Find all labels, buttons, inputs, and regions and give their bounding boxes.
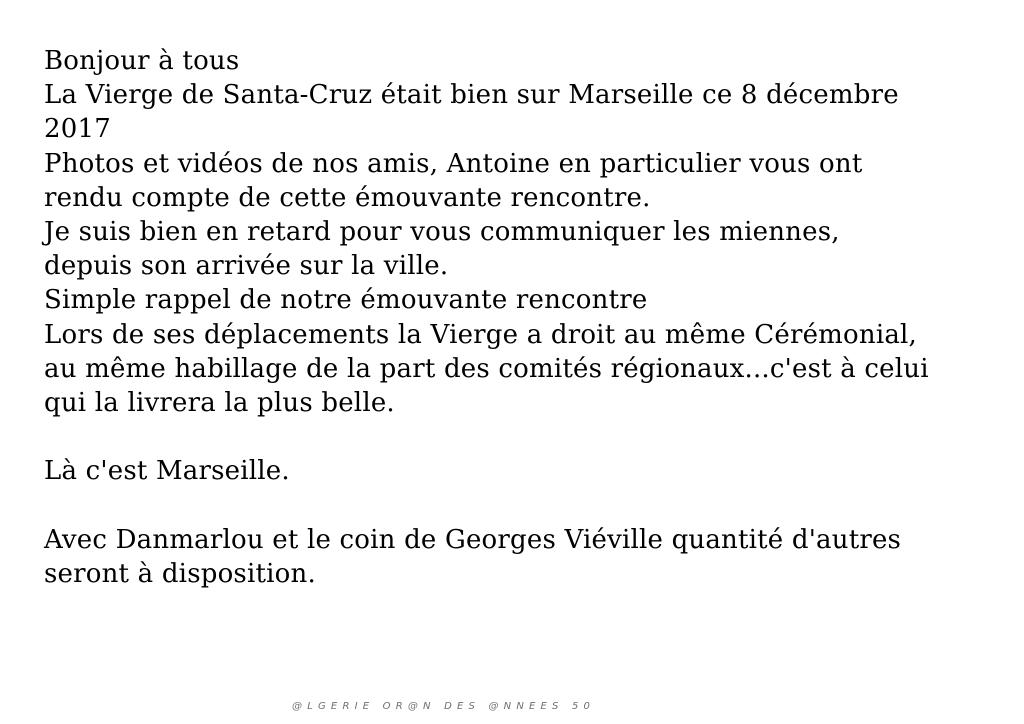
text-line: seront à disposition.	[44, 559, 316, 590]
text-line: Je suis bien en retard pour vous communiquer les miennes,	[44, 217, 840, 248]
blank-line	[44, 489, 1004, 523]
document-body	[44, 44, 1004, 591]
footer-watermark: @LGERIE OR@N DES @NNEES 50	[292, 701, 596, 712]
text-line: au même habillage de la part des comités régionaux...c'est à celui	[44, 353, 929, 384]
text-line: 2017	[44, 114, 111, 145]
text-line: Bonjour à tous	[44, 46, 240, 76]
text-line: rendu compte de cette émouvante rencontre.	[44, 182, 651, 213]
text-line: La Vierge de Santa-Cruz était bien sur Marseille ce 8 décembre	[44, 80, 899, 111]
text-line: qui la livrera la plus belle.	[44, 388, 395, 419]
text-line: Avec Danmarlou et le coin de Georges Viéville quantité d'autres	[44, 524, 902, 555]
text-line: Photos et vidéos de nos amis, Antoine en particulier vous ont	[44, 148, 863, 179]
text-line: Là c'est Marseille.	[44, 456, 290, 487]
text-line: Lors de ses déplacements la Vierge a droit au même Cérémonial,	[44, 319, 918, 350]
blank-line	[44, 420, 1004, 454]
text-line: depuis son arrivée sur la ville.	[44, 251, 449, 282]
text-line: Simple rappel de notre émouvante rencontre	[44, 285, 648, 316]
